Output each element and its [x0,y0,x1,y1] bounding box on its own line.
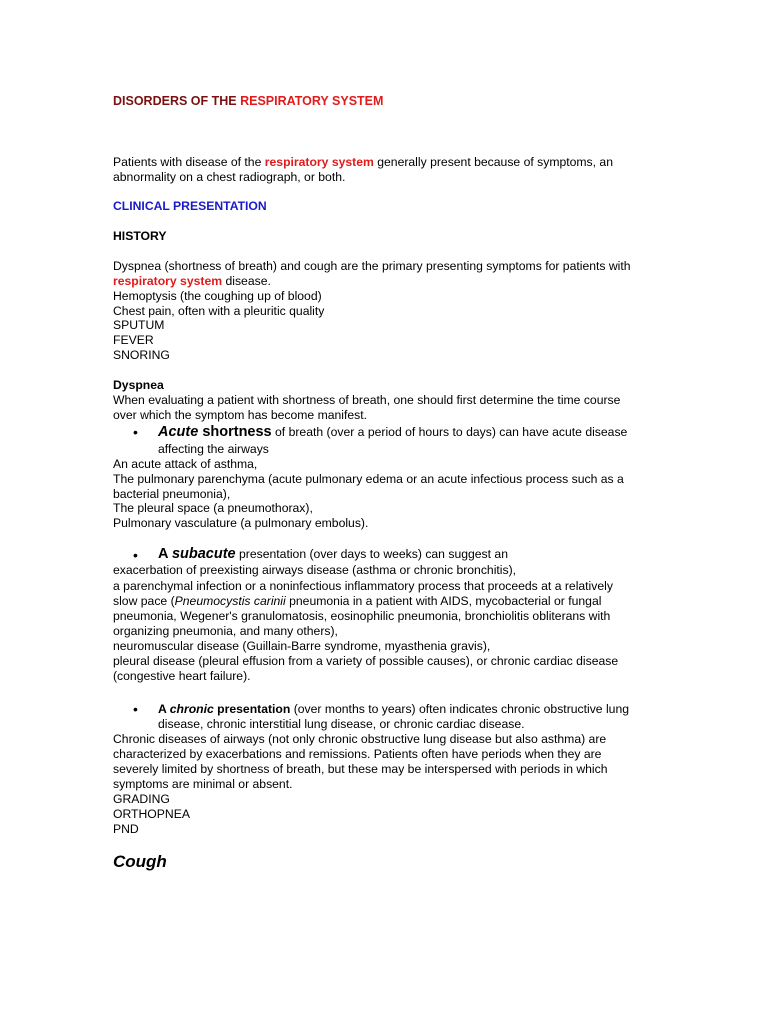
subacute-line4: pneumonia, Wegener's granulomatosis, eosinophilic pneumonia, bronchiolitis obliterans with [113,609,611,623]
list-item: FEVER [113,333,154,347]
list-item: PND [113,822,139,836]
list-item: The pulmonary parenchyma (acute pulmonary edema or an acute infectious process such as a [113,472,624,486]
dyspnea-line1: When evaluating a patient with shortness of breath, one should first determine the time course [113,393,621,407]
clinical-presentation-heading: CLINICAL PRESENTATION [113,199,267,213]
intro-paragraph-line2: abnormality on a chest radiograph, or both. [113,170,346,184]
chronic-line1: Chronic diseases of airways (not only chronic obstructive lung disease but also asthma) are [113,732,607,746]
subacute-bullet-line: A subacute presentation (over days to weeks) can suggest an [158,546,508,562]
history-line2: respiratory system disease. [113,274,271,288]
bullet-icon: • [133,701,138,717]
chronic-line2: characterized by exacerbations and remissions. Patients often have periods when they are [113,747,602,761]
intro-paragraph-line1: Patients with disease of the respiratory system generally present because of symptoms, an [113,155,613,169]
cough-heading: Cough [113,852,167,871]
list-item: SNORING [113,348,170,362]
subacute-line6: neuromuscular disease (Guillain-Barre syndrome, myasthenia gravis), [113,639,491,653]
dyspnea-heading: Dyspnea [113,378,164,392]
list-item: Chest pain, often with a pleuritic quality [113,304,325,318]
chronic-bullet-line: A chronic presentation (over months to years) often indicates chronic obstructive lung [158,702,630,716]
acute-bullet-line: Acute shortness of breath (over a period of hours to days) can have acute disease [158,424,628,440]
subacute-line7: pleural disease (pleural effusion from a variety of possible causes), or chronic cardiac disease [113,654,619,668]
subacute-line1: exacerbation of preexisting airways disease (asthma or chronic bronchitis), [113,563,517,577]
subacute-line5: organizing pneumonia, and many others), [113,624,338,638]
list-item: GRADING [113,792,170,806]
dyspnea-line2: over which the symptom has become manifest. [113,408,368,422]
subacute-line8: (congestive heart failure). [113,669,251,683]
chronic-line3: severely limited by shortness of breath, but these may be interspersed with periods in which [113,762,608,776]
list-item: Hemoptysis (the coughing up of blood) [113,289,322,303]
list-item: ORTHOPNEA [113,807,190,821]
history-line1: Dyspnea (shortness of breath) and cough are the primary presenting symptoms for patients with [113,259,631,273]
list-item: The pleural space (a pneumothorax), [113,501,313,515]
bullet-icon: • [133,424,138,440]
acute-bullet-cont: affecting the airways [158,442,269,456]
document-title: DISORDERS OF THE RESPIRATORY SYSTEM [113,94,384,108]
chronic-line4: symptoms are minimal or absent. [113,777,293,791]
list-item: SPUTUM [113,318,165,332]
history-heading: HISTORY [113,229,167,243]
list-item: Pulmonary vasculature (a pulmonary embolus). [113,516,369,530]
list-item: An acute attack of asthma, [113,457,258,471]
subacute-line2: a parenchymal infection or a noninfectious inflammatory process that proceeds at a relatively [113,579,613,593]
chronic-bullet-cont: disease, chronic interstitial lung disease, or chronic cardiac disease. [158,717,525,731]
list-item: bacterial pneumonia), [113,487,231,501]
bullet-icon: • [133,547,138,563]
subacute-line3: slow pace (Pneumocystis carinii pneumonia in a patient with AIDS, mycobacterial or fungal [113,594,602,608]
